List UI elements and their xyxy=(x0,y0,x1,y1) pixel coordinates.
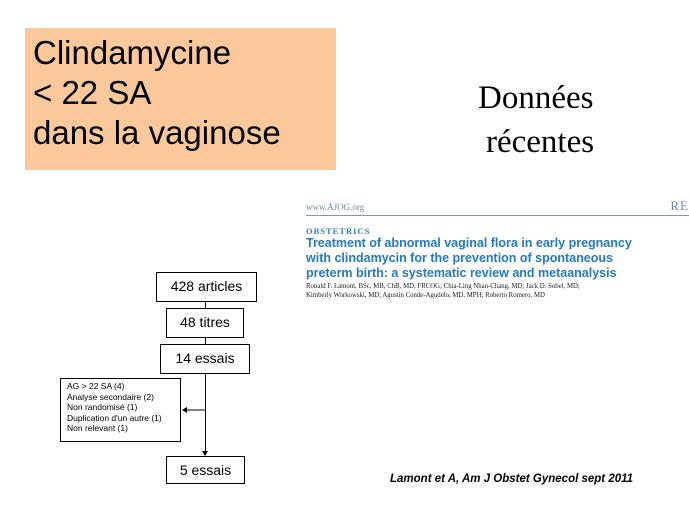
flow-step-final-trials: 5 essais xyxy=(166,456,245,484)
journal-title-line: preterm birth: a systematic review and metaanalysis xyxy=(306,266,617,280)
flow-step-trials: 14 essais xyxy=(160,344,250,374)
flow-step-titles: 48 titres xyxy=(166,308,244,338)
journal-title-line: with clindamycin for the prevention of spontaneous xyxy=(306,251,613,265)
journal-corner-text: RE xyxy=(670,198,689,213)
exclusion-item: Analyse secondaire (2) xyxy=(67,391,154,402)
exclusion-item: Non randomisé (1) xyxy=(67,402,138,413)
flow-step-articles: 428 articles xyxy=(156,272,257,302)
exclusion-item: AG > 22 SA (4) xyxy=(67,381,125,391)
citation: Lamont et A, Am J Obstet Gynecol sept 2011 xyxy=(390,473,634,485)
journal-author-line: Ronald F. Lamont, BSc, MB, ChB, MD, FRCOG; Chia-Ling Nhan-Chang, MD; Jack D. Sobel, MD; xyxy=(306,283,580,290)
journal-section: OBSTETRICS xyxy=(306,226,371,236)
journal-title-line: Treatment of abnormal vaginal flora in early pregnancy xyxy=(306,236,632,250)
exclusion-box xyxy=(60,378,181,442)
exclusion-item: Duplication d'un autre (1) xyxy=(67,412,162,423)
title-line-1: Clindamycine xyxy=(33,34,232,71)
exclusion-item: Non relevant (1) xyxy=(67,423,128,434)
heading-line-2: récentes xyxy=(486,124,595,160)
heading-line-1: Données xyxy=(478,80,594,116)
journal-author-line: Kimberly Workowski, MD; Agustin Conde-Agudelo, MD, MPH; Roberto Romero, MD xyxy=(306,291,545,299)
title-line-3: dans la vaginose xyxy=(33,114,281,151)
journal-site: www.AJOG.org xyxy=(306,202,365,212)
arrowhead-left xyxy=(182,407,187,413)
title-line-2: < 22 SA xyxy=(33,74,152,111)
